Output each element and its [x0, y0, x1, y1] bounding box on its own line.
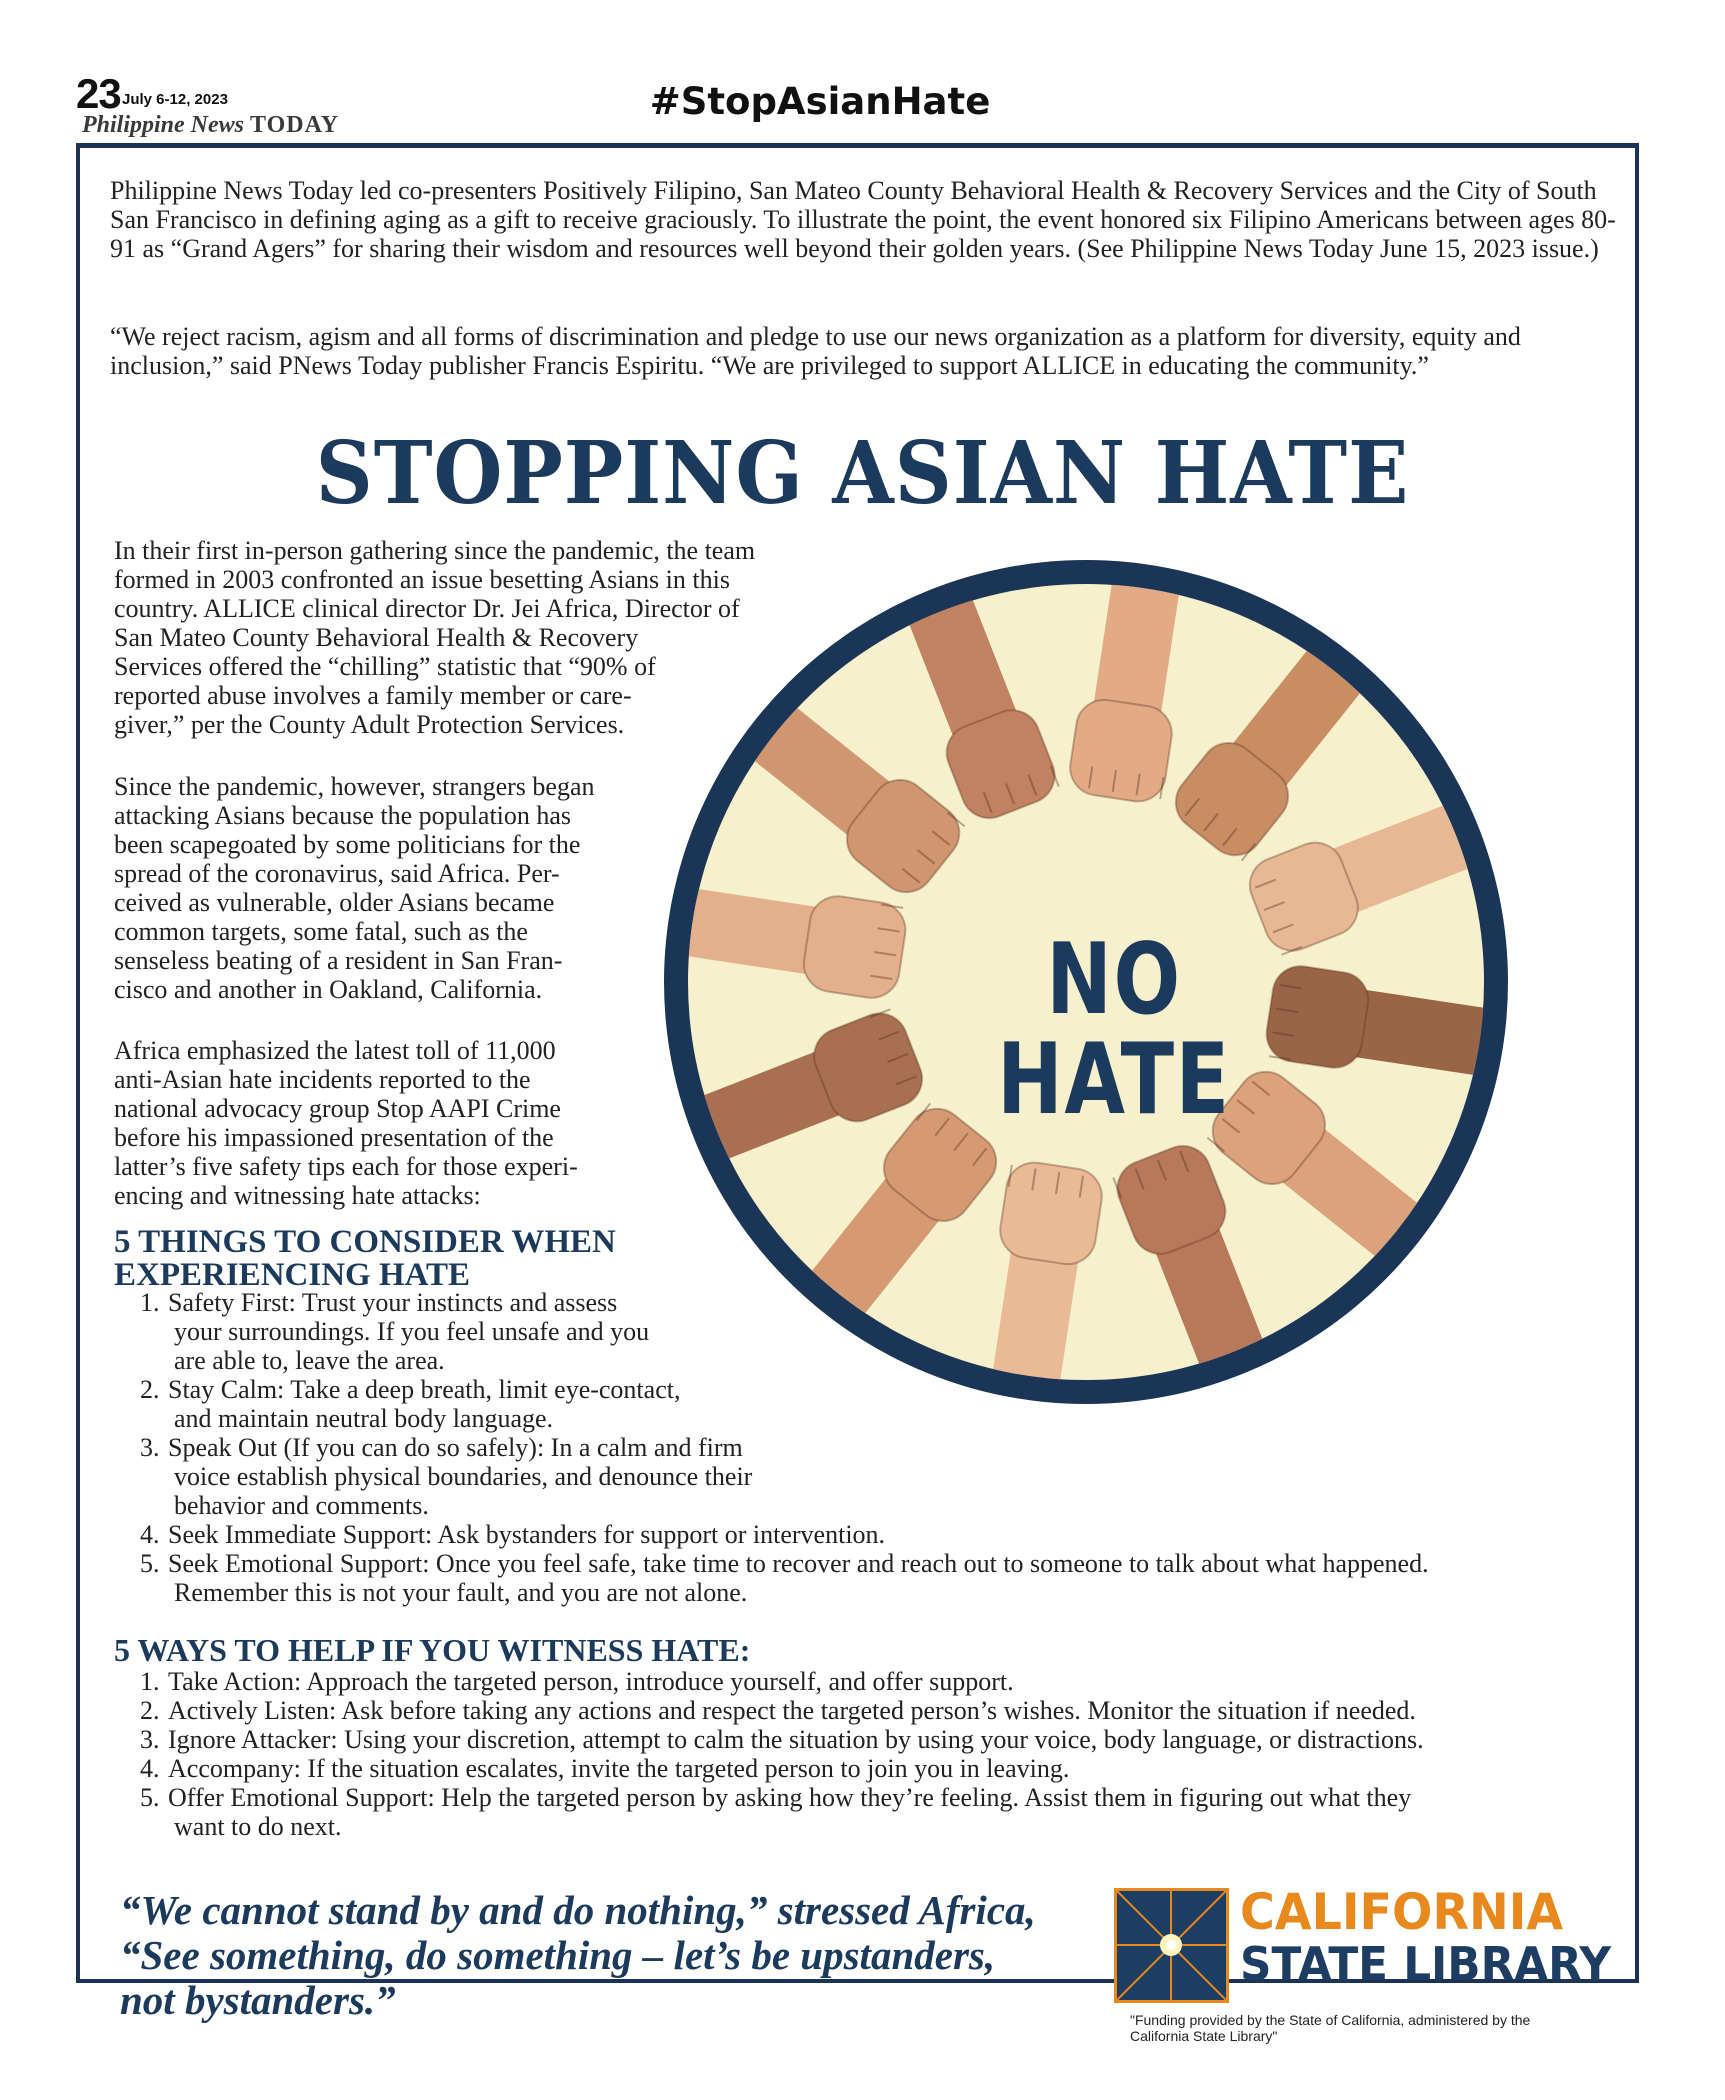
page-number: 23 [76, 70, 121, 117]
experiencing-heading-line2: EXPERIENCING HATE [114, 1257, 471, 1293]
tip-number: 1. [140, 1288, 160, 1317]
tip-text: Speak Out (If you can do so safely): In a calm and firm [168, 1433, 743, 1462]
tip-item [140, 1549, 1429, 1607]
tip-item [140, 1725, 1424, 1754]
hate-text: HATE [997, 1023, 1231, 1137]
body-paragraph-1 [114, 536, 755, 739]
body-line: reported abuse involves a family member or care- [114, 681, 632, 710]
tip-first-line [140, 1754, 1424, 1783]
tip-continuation-line [140, 1462, 1429, 1491]
body-line: Since the pandemic, however, strangers began [114, 772, 595, 801]
tip-number: 1. [140, 1667, 160, 1696]
tip-text: and maintain neutral body language. [174, 1404, 554, 1433]
tip-first-line [140, 1783, 1424, 1812]
fist-shape [800, 892, 909, 1001]
tip-item [140, 1375, 1429, 1433]
sponsor-name-line1: CALIFORNIA [1240, 1883, 1564, 1941]
tip-text: Remember this is not your fault, and you are not alone. [174, 1578, 748, 1607]
california-state-library-star-icon [1114, 1888, 1229, 2003]
tip-item [140, 1696, 1424, 1725]
tip-first-line [140, 1667, 1424, 1696]
issue-date: July 6-12, 2023 [122, 91, 228, 108]
intro-paragraph-2: “We reject racism, agism and all forms of discrimination and pledge to use our news organization as a platform for diversity, equity and inclusion,” said PNews Today publisher Francis Espiritu. “We are privileged to support ALLICE in educating the community.” [110, 322, 1521, 380]
tip-number: 4. [140, 1520, 160, 1549]
tip-first-line [140, 1725, 1424, 1754]
fist-shape [1263, 962, 1372, 1071]
experiencing-list [140, 1288, 1429, 1607]
no-hate-text [994, 923, 1234, 1137]
tip-item [140, 1667, 1424, 1696]
tip-number: 3. [140, 1725, 160, 1754]
body-paragraph-2 [114, 772, 595, 1004]
tip-text: Ignore Attacker: Using your discretion, attempt to calm the situation by using your voice, body language, or distractions. [168, 1725, 1424, 1754]
pull-quote-line2: “See something, do something – let’s be upstanders, [120, 1932, 996, 1978]
body-line: latter’s five safety tips each for those experi- [114, 1152, 578, 1181]
tip-text: behavior and comments. [174, 1491, 429, 1520]
witnessing-list [140, 1667, 1424, 1841]
body-line: attacking Asians because the population has [114, 801, 572, 830]
tip-number: 2. [140, 1696, 160, 1725]
body-line: Africa emphasized the latest toll of 11,000 [114, 1036, 556, 1065]
body-line: Services offered the “chilling” statistic that “90% of [114, 652, 656, 681]
tip-item [140, 1520, 1429, 1549]
body-line: anti-Asian hate incidents reported to the [114, 1065, 531, 1094]
experiencing-heading [114, 1226, 616, 1292]
tip-first-line [140, 1288, 1429, 1317]
tip-number: 4. [140, 1754, 160, 1783]
fist-shape [1066, 696, 1175, 805]
tip-text: Seek Immediate Support: Ask bystanders for support or intervention. [168, 1520, 886, 1549]
tip-text: your surroundings. If you feel unsafe and you [174, 1317, 650, 1346]
tip-text: Safety First: Trust your instincts and assess [168, 1288, 618, 1317]
body-line: national advocacy group Stop AAPI Crime [114, 1094, 561, 1123]
masthead-today: TODAY [250, 112, 340, 138]
body-line: San Mateo County Behavioral Health & Recovery [114, 623, 639, 652]
tip-text: Seek Emotional Support: Once you feel safe, take time to recover and reach out to someone to talk about what happened. [168, 1549, 1429, 1578]
tip-text: Stay Calm: Take a deep breath, limit eye-contact, [168, 1375, 681, 1404]
tip-text: Accompany: If the situation escalates, invite the targeted person to join you in leaving. [168, 1754, 1070, 1783]
tip-text: Actively Listen: Ask before taking any actions and respect the targeted person’s wishes. Monitor the situation if needed. [168, 1696, 1416, 1725]
funding-note: "Funding provided by the State of California, administered by the California State Library" [1130, 2012, 1531, 2044]
pull-quote-line1: “We cannot stand by and do nothing,” stressed Africa, [120, 1887, 1036, 1933]
tip-number: 5. [140, 1549, 160, 1578]
tip-first-line [140, 1433, 1429, 1462]
tip-first-line [140, 1375, 1429, 1404]
pull-quote [120, 1888, 1036, 2023]
body-line: encing and witnessing hate attacks: [114, 1181, 481, 1210]
tip-first-line [140, 1549, 1429, 1578]
body-line: been scapegoated by some politicians for the [114, 830, 581, 859]
tip-first-line [140, 1696, 1424, 1725]
tip-text: are able to, leave the area. [174, 1346, 445, 1375]
sponsor-name-line2: STATE LIBRARY [1240, 1937, 1611, 1991]
masthead-name: Philippine News [82, 112, 245, 138]
tip-first-line [140, 1520, 1429, 1549]
tip-item [140, 1433, 1429, 1520]
body-line: ceived as vulnerable, older Asians became [114, 888, 555, 917]
pull-quote-line3: not bystanders.” [120, 1977, 396, 2023]
body-line: spread of the coronavirus, said Africa. Per- [114, 859, 560, 888]
tip-number: 3. [140, 1433, 160, 1462]
body-line: senseless beating of a resident in San Fran- [114, 946, 563, 975]
tip-number: 2. [140, 1375, 160, 1404]
tip-text: voice establish physical boundaries, and denounce their [174, 1462, 753, 1491]
body-paragraph-3 [114, 1036, 578, 1210]
no-text: NO [1046, 923, 1182, 1037]
headline: STOPPING ASIAN HATE [315, 423, 1410, 524]
witnessing-heading: 5 WAYS TO HELP IF YOU WITNESS HATE: [114, 1632, 751, 1668]
body-line: In their first in-person gathering since the pandemic, the team [114, 536, 756, 565]
tip-continuation-line [140, 1578, 1429, 1607]
body-line: common targets, some fatal, such as the [114, 917, 528, 946]
tip-item [140, 1288, 1429, 1375]
section-hashtag: #StopAsianHate [649, 80, 991, 123]
tip-item [140, 1783, 1424, 1841]
experiencing-heading-line1: 5 THINGS TO CONSIDER WHEN [114, 1224, 616, 1260]
tip-number: 5. [140, 1783, 160, 1812]
tip-text: want to do next. [174, 1812, 342, 1841]
tip-continuation-line [140, 1317, 1429, 1346]
tip-continuation-line [140, 1491, 1429, 1520]
body-line: cisco and another in Oakland, California. [114, 975, 543, 1004]
body-line: giver,” per the County Adult Protection Services. [114, 710, 625, 739]
body-line: formed in 2003 confronted an issue besetting Asians in this [114, 565, 730, 594]
tip-continuation-line [140, 1346, 1429, 1375]
tip-continuation-line [140, 1812, 1424, 1841]
body-line: before his impassioned presentation of the [114, 1123, 554, 1152]
body-line: country. ALLICE clinical director Dr. Jei Africa, Director of [114, 594, 740, 623]
masthead-logo [82, 112, 339, 139]
tip-text: Offer Emotional Support: Help the targeted person by asking how they’re feeling. Assist them in figuring out what they [168, 1783, 1412, 1812]
page-header [0, 0, 1725, 150]
tip-text: Take Action: Approach the targeted person, introduce yourself, and offer support. [168, 1667, 1014, 1696]
intro-paragraph-1: Philippine News Today led co-presenters Positively Filipino, San Mateo County Behavioral Health & Recovery Services and the City of South San Francisco in defining aging as a gift to receive graciously. To illustrate the point, the event honored six Filipino Americans between ages 80-91 as “Grand Agers” for sharing their wisdom and resources well beyond their golden years. (See Philippine News Today June 15, 2023 issue.) [110, 176, 1616, 263]
tip-item [140, 1754, 1424, 1783]
tip-continuation-line [140, 1404, 1429, 1433]
fist-shape [996, 1159, 1105, 1268]
